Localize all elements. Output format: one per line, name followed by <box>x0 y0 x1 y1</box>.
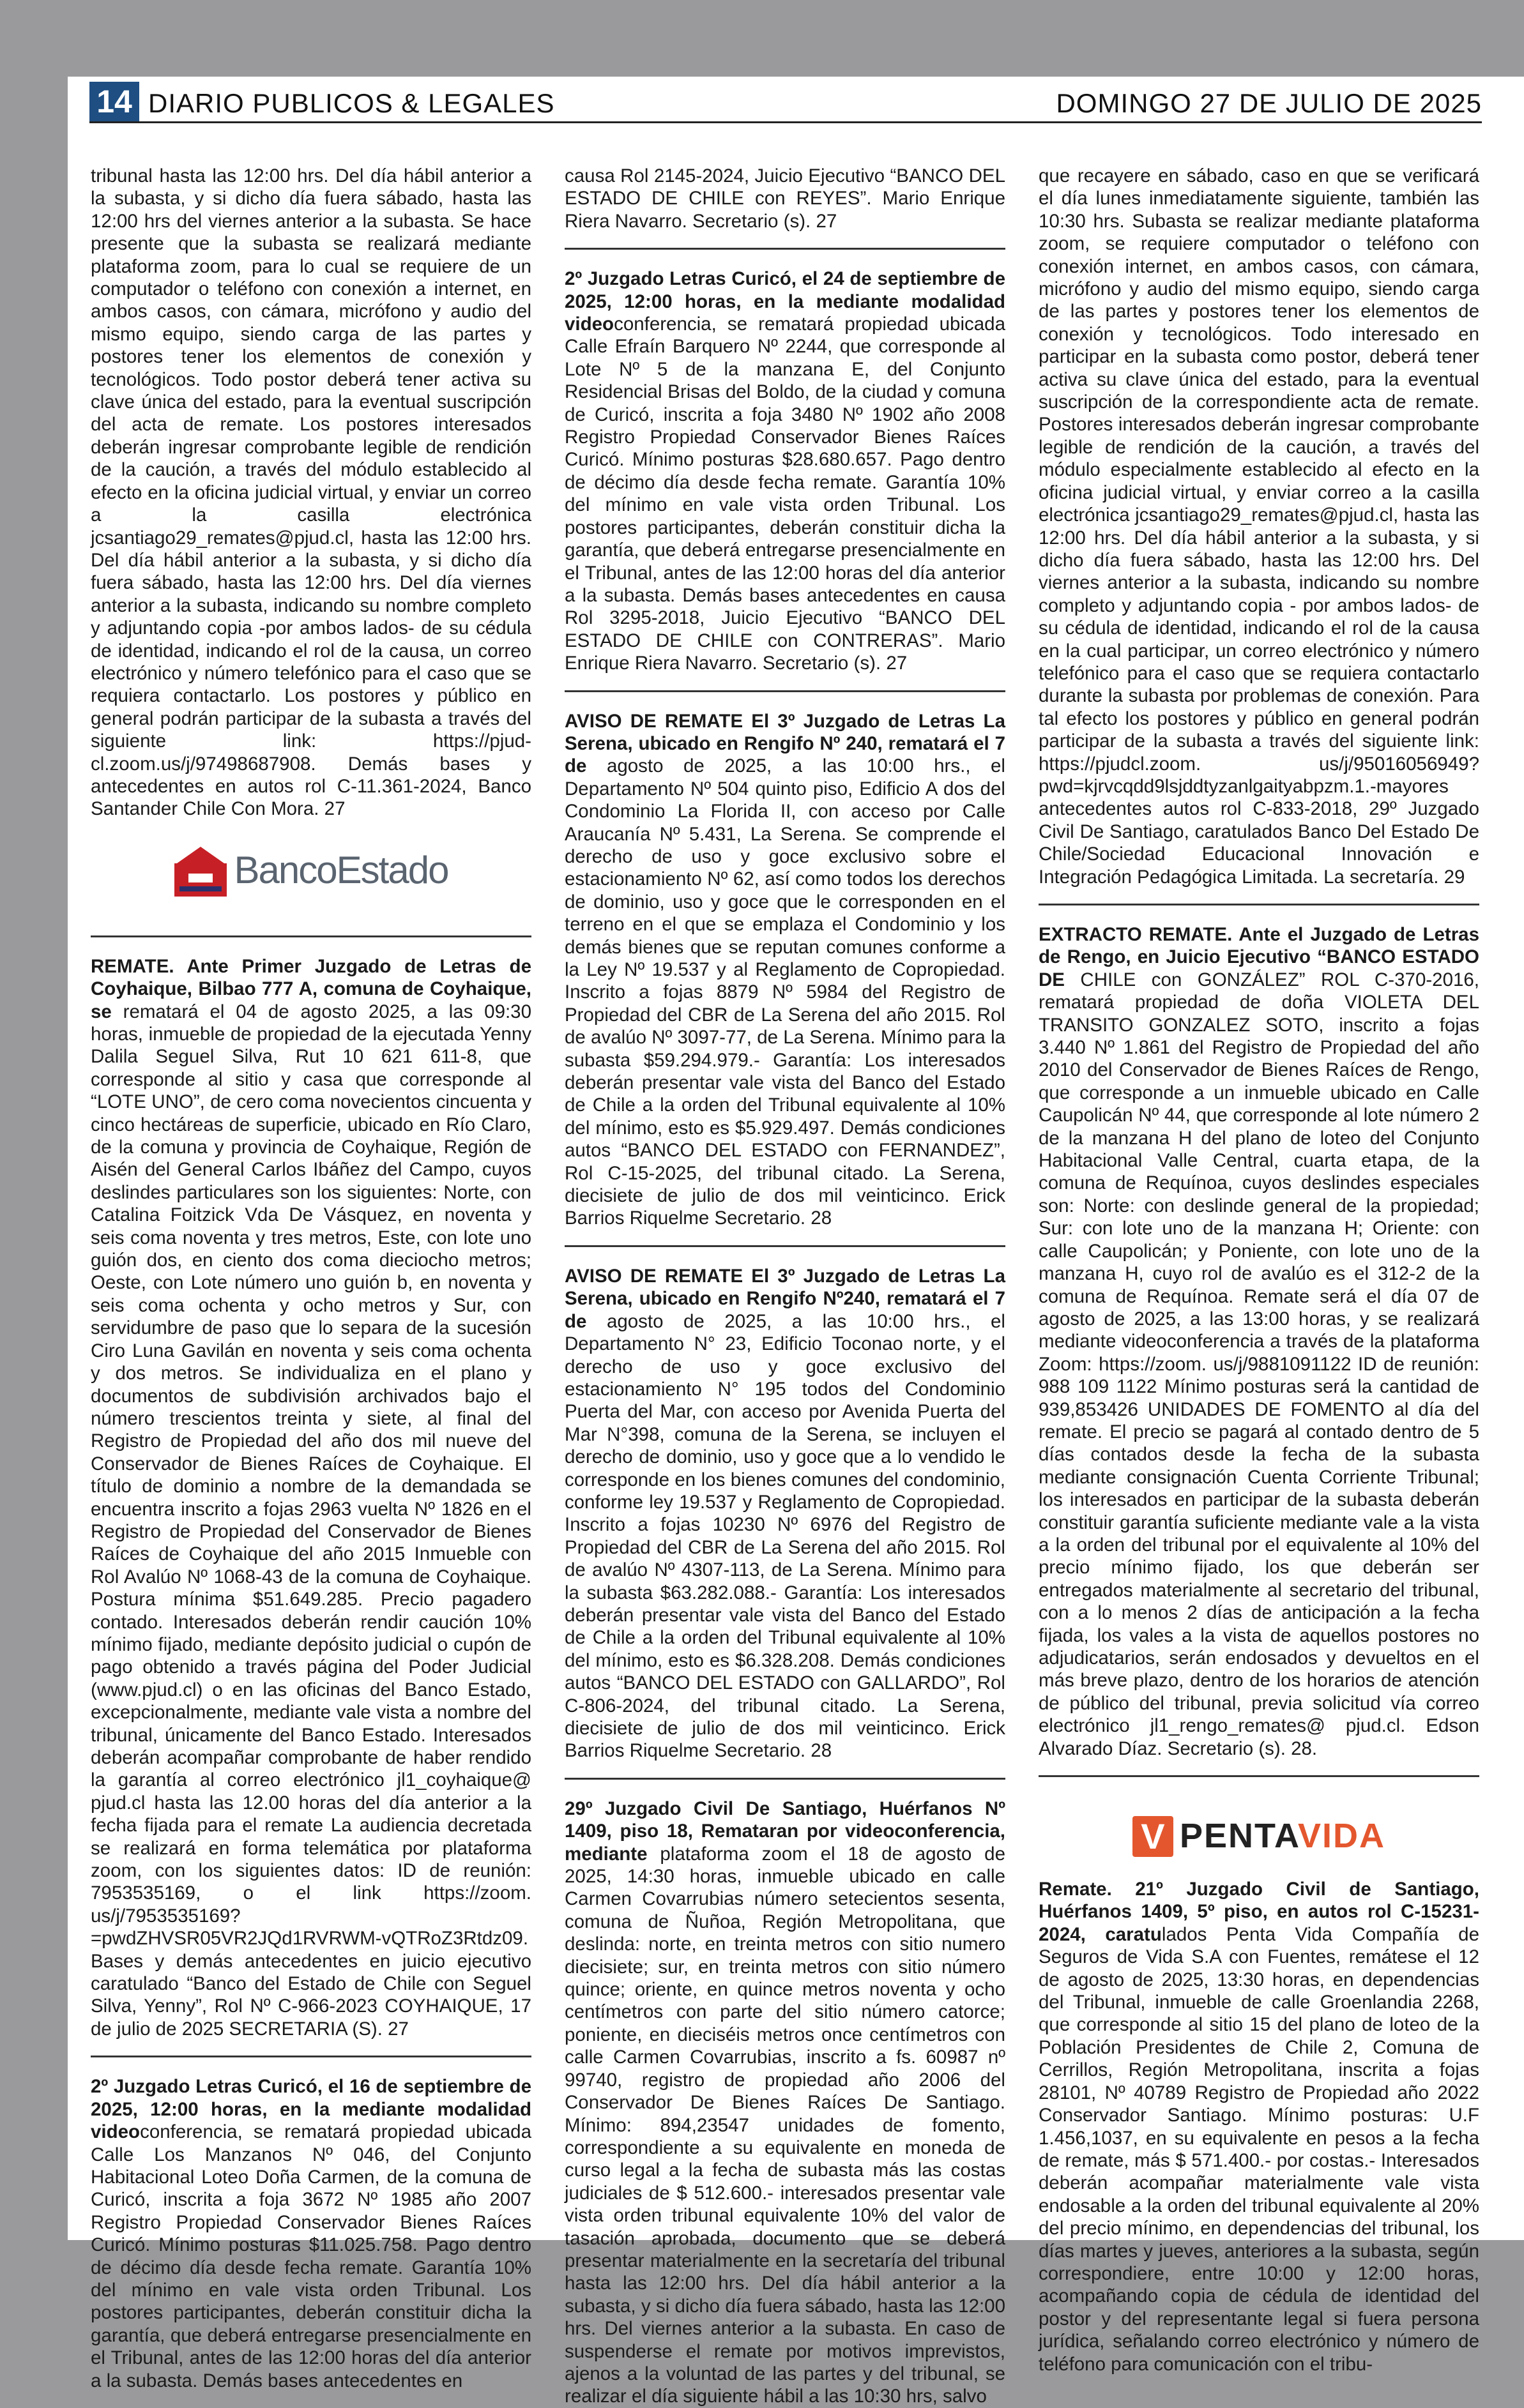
bancoestado-logo-icon <box>174 844 227 897</box>
legal-notice <box>91 165 531 821</box>
column-1 <box>91 165 531 2391</box>
notice-body: conferencia, se rematará propiedad ubicada Calle Efraín Barquero Nº 2244, que corresponde al Lote Nº 5 de la manzana E, del Conjunto Residencial Brisas del Boldo, de la ciudad y comuna de Curicó, inscrita a foja 3480 Nº 1902 año 2008 Registro Propiedad Conservador Bienes Raíces Curicó. Mínimo posturas $28.680.657. Pago dentro de décimo día desde fecha remate. Garantía 10% del mínimo en vale vista orden Tribunal. Los postores participantes, deberán constituir dicha la garantía, que deberá entregarse presencialmente en el Tribunal, antes de las 12:00 horas del día anterior a la subasta. Demás bases antecedentes en causa Rol 3295-2018, Juicio Ejecutivo “BANCO DEL ESTADO DE CHILE con CONTRERAS”. Mario Enrique Riera Navarro. Secretario (s). 27 <box>565 314 1005 674</box>
pentavida-logo-icon: V <box>1132 1816 1173 1857</box>
notice-body: conferencia, se rematará propiedad ubicada Calle Los Manzanos Nº 046, del Conjunto Habitacional Loteo Doña Carmen, de la comuna de Curicó, inscrita a foja 3672 Nº 1985 año 2007 Registro Propiedad Conservador Bienes Raíces Curicó. Mínimo posturas $11.025.758. Pago dentro de décimo día desde fecha remate. Garantía 10% del mínimo en vale vista orden Tribunal. Los postores participantes, deberán constituir dicha la garantía, que deberá entregarse presencialmente en el Tribunal, antes de las 12:00 horas del día anterior a la subasta. Demás bases antecedentes en <box>91 2121 531 2391</box>
divider <box>1039 904 1479 905</box>
column-2 <box>565 165 1005 2407</box>
divider <box>565 248 1005 250</box>
legal-notice <box>565 165 1005 232</box>
notice-heading: AVISO DE REMATE El 3º Juzgado de Letras La Serena, ubicado en Rengifo Nº 240, rematará el 7 de <box>565 710 1005 777</box>
notice-body: lados Penta Vida Compañía de Seguros de Vida S.A con Fuentes, remátese el 12 de agosto de 2025, 13:30 horas, en dependencias del Tribunal, inmueble de calle Groenlandia 2268, que corresponde al sitio 15 del plano de loteo de la Población Presidentes de Chile 2, Comuna de Cerrillos, Región Metropolitana, inscrita a fojas 28101, Nº 40789 Registro de Propiedad año 2022 Conservador Santiago. Mínimo posturas: U.F 1.456,1037, en su equivalente en pesos a la fecha de remate, más $ 571.400.- por costas.- Interesados deberán acompañar materialmente vale vista endosable a la orden del tribunal equivalente al 20% del precio mínimo, en dependencias del tribunal, los días martes y jueves, anteriores a la subasta, según correspondiere, entre 10:00 y 12:00 horas, acompañando copia de cédula de identidad del postor y del representante legal si fuera persona jurídica, señalando correo electrónico y número de teléfono para comunicación con el tribu- <box>1039 1923 1479 2375</box>
legal-notice <box>1039 1878 1479 2375</box>
notice-heading: 29º Juzgado Civil De Santiago, Huérfanos Nº 1409, piso 18, Remataran por videoconferencia, mediante <box>565 1798 1005 1865</box>
notice-heading: 2º Juzgado Letras Curicó, el 24 de septiembre de 2025, 12:00 horas, en la mediante modalidad video <box>565 268 1005 335</box>
column-3 <box>1039 165 1479 2375</box>
notice-heading: EXTRACTO REMATE. Ante el Juzgado de Letras de Rengo, en Juicio Ejecutivo “BANCO ESTADO DE <box>1039 924 1479 990</box>
notice-body: tribunal hasta las 12:00 hrs. Del día hábil anterior a la subasta, y si dicho día fuera sábado, hasta las 12:00 hrs del viernes anterior a la subasta. Se hace presente que la subasta se realizará mediante plataforma zoom, para lo cual se requiere de un computador o teléfono con conexión a internet, en ambos casos, con cámara, micrófono y audio del mismo equipo, siendo carga de las partes y postores tener los elementos de conexión y tecnológicos. Todo postor deberá tener activa su clave única del estado, para la eventual suscripción del acta de remate. Los postores interesados deberán ingresar comprobante legible de rendición de la caución, a través del módulo establecido al efecto en la oficina judicial virtual, y enviar un correo a la casilla electrónica jcsantiago29_remates@pjud.cl, hasta las 12:00 hrs. Del día hábil anterior a la subasta, y si dicho día fuera sábado, hasta las 12:00 hrs. Del día viernes anterior a la subasta, indicando su nombre completo y adjuntando copia -por ambos lados- de su cédula de identidad, indicando el rol de la causa, un correo electrónico y número telefónico para el caso que se requiera contactarlo. Los postores y público en general podrán participar de la subasta a través del siguiente link: https://pjud-cl.zoom.us/j/97498687908. Demás bases y antecedentes en autos rol C-11.361-2024, Banco Santander Chile Con Mora. 27 <box>91 165 531 820</box>
legal-notice <box>1039 923 1479 1760</box>
publication-name: DIARIO PUBLICOS & LEGALES <box>148 88 555 118</box>
notice-heading: AVISO DE REMATE El 3º Juzgado de Letras La Serena, ubicado en Rengifo Nº240, rematará el 7 de <box>565 1265 1005 1332</box>
notice-heading: REMATE. Ante Primer Juzgado de Letras de Coyhaique, Bilbao 777 A, comuna de Coyhaique, se <box>91 955 531 1022</box>
divider <box>565 1245 1005 1247</box>
legal-notice <box>91 955 531 2041</box>
divider <box>1039 1775 1479 1777</box>
bancoestado-ad <box>91 821 531 920</box>
legal-notice <box>1039 165 1479 888</box>
notice-body: rematará el 04 de agosto 2025, a las 09:30 horas, inmueble de propiedad de la ejecutada Yenny Dalila Seguel Silva, Rut 10 621 611-8, que corresponde al sitio y casa que corresponde al “LOTE UNO”, de cero coma novecientos cincuenta y cinco hectáreas de superficie, ubicado en Río Claro, de la comuna y provincia de Coyhaique, Región de Aisén del General Carlos Ibáñez del Campo, cuyos deslindes particulares son los siguientes: Norte, con Catalina Foitzick Vda De Vásquez, en noventa y seis coma noventa y tres metros, Este, con lote uno guión dos, en ciento dos coma dieciocho metros; Oeste, con Lote número uno guión b, en noventa y seis coma ochenta y ocho metros y Sur, con servidumbre de paso que lo separa de la sucesión Ciro Luna Gavilán en noventa y seis coma ochenta y dos metros. Se individualiza en el plano y documentos de subdivisión archivados bajo el número trescientos treinta y siete, al final del Registro de Propiedad del año dos mil nueve del Conservador de Bienes Raíces de Coyhaique. El título de dominio a nombre de la demandada se encuentra inscrito a fojas 2963 vuelta Nº 1826 en el Registro de Propiedad del Conservador de Bienes Raíces de Coyhaique del año 2015 Inmueble con Rol Avalúo Nº 1068-43 de la comuna de Coyhaique. Postura mínima $51.649.285. Precio pagadero contado. Interesados deberán rendir caución 10% mínimo fijado, mediante depósito judicial o cupón de pago obtenido a través página del Poder Judicial (www.pjud.cl) o en las oficinas del Banco Estado, excepcionalmente, mediante vale vista a nombre del tribunal, únicamente del Banco Estado. Interesados deberán acompañar comprobante de haber rendido la garantía al correo electrónico jl1_coyhaique@ pjud.cl hasta las 12.00 horas del día anterior a la fecha fijada para el remate La audiencia decretada se realizará en forma telemática por plataforma zoom, con los siguientes datos: ID de reunión: 7953535169, o el link https://zoom. us/j/7953535169?=pwdZHVSR05VR2JQd1RVRWM-vQTRoZ3Rtdz09. Bases y demás antecedentes en juicio ejecutivo caratulado “Banco del Estado de Chile con Seguel Silva, Yenny”, Rol Nº C-966-2023 COYHAIQUE, 17 de julio de 2025 SECRETARIA (S). 27 <box>91 1001 531 2040</box>
notice-heading: Remate. 21º Juzgado Civil de Santiago, Huérfanos 1409, 5º piso, en autos rol C-15231-2024, caratu <box>1039 1879 1479 1945</box>
notice-body: plataforma zoom el 18 de agosto de 2025, 14:30 horas, inmueble ubicado en calle Carmen Covarrubias número setecientos sesenta, comuna de Ñuñoa, Región Metropolitana, que deslinda: norte, en treinta metros con sitio numero diecisiete; sur, en treinta metros con sitio número quince; oriente, en quince metros noventa y ocho centímetros con parte del sitio número catorce; poniente, en dieciséis metros once centímetros con calle Carmen Covarrubias, inscrito a fs. 60987 nº 99740, registro de propiedad año 2006 del Conservador De Bienes Raíces De Santiago. Mínimo: 894,23547 unidades de fomento, correspondiente a su equivalente en moneda de curso legal a la fecha de subasta más las costas judiciales de $ 512.600.- interesados presentar vale vista orden tribunal equivalente 10% del valor de tasación aprobada, documento que se deberá presentar materialmente en la secretaría del tribunal hasta las 12:00 hrs. Del día hábil anterior a la subasta, y si dicho día fuera sábado, hasta las 12:00 hrs. Del viernes anterior a la subasta. En caso de suspenderse el remate por motivos imprevistos, ajenos a la voluntad de las partes y del tribunal, se realizar el día siguiente hábil a las 10:30 hrs, salvo <box>565 1843 1005 2407</box>
pentavida-ad <box>1039 1795 1479 1878</box>
legal-notice <box>91 2075 531 2392</box>
notice-body: causa Rol 2145-2024, Juicio Ejecutivo “BANCO DEL ESTADO DE CHILE con REYES”. Mario Enrique Riera Navarro. Secretario (s). 27 <box>565 165 1005 232</box>
legal-notice <box>565 1265 1005 1762</box>
issue-date: DOMINGO 27 DE JULIO DE 2025 <box>1056 88 1482 118</box>
divider <box>565 1778 1005 1780</box>
page-number: 14 <box>89 82 139 121</box>
notice-body: agosto de 2025, a las 10:00 hrs., el Departamento Nº 504 quinto piso, Edificio A dos del Condominio La Florida II, con acceso por Calle Araucanía Nº 5.431, La Serena. Se comprende el derecho de uso y goce exclusivo sobre el estacionamiento Nº 62, así como todos los derechos de dominio, uso y goce que le corresponden en el terreno en el que se emplaza el Condominio y los demás bienes que se reputan comunes conforme a la Ley Nº 19.537 y al Reglamento de Copropiedad. Inscrito a fojas 8879 Nº 5984 del Registro de Propiedad del CBR de La Serena del año 2015. Rol de avalúo Nº 3097-77, de La Serena. Mínimo para la subasta $59.294.979.- Garantía: Los interesados deberán presentar vale vista del Banco del Estado de Chile a la orden del Tribunal equivalente al 10% del mínimo, esto es $5.929.497. Demás condiciones autos “BANCO DEL ESTADO con FERNANDEZ”, Rol C-15-2025, del tribunal citado. La Serena, diecisiete de julio de dos mil veinticinco. Erick Barrios Riquelme Secretario. 28 <box>565 755 1005 1229</box>
page-header <box>89 82 1482 123</box>
legal-notice <box>565 268 1005 674</box>
notice-body: agosto de 2025, a las 10:00 hrs., el Departamento N° 23, Edificio Toconao norte, y el derecho de uso y goce exclusivo del estacionamiento N° 195 todos del Condominio Puerta del Mar, con acceso por Avenida Puerta del Mar N°398, comuna de la Serena, se incluyen el derecho de dominio, uso y goce que a lo vendido le corresponde en los bienes comunes del condominio, conforme ley 19.537 y Reglamento de Copropiedad. Inscrito a fojas 10230 Nº 6976 del Registro de Propiedad del CBR de La Serena del año 2015. Rol de avalúo Nº 4307-113, de La Serena. Mínimo para la subasta $63.282.088.- Garantía: Los interesados deberán presentar vale vista del Banco del Estado de Chile a la orden del Tribunal equivalente al 10% del mínimo, esto es $6.328.208. Demás condiciones autos “BANCO DEL ESTADO con GALLARDO”, Rol C-806-2024, del tribunal citado. La Serena, diecisiete de julio de dos mil veinticinco. Erick Barrios Riquelme Secretario. 28 <box>565 1310 1005 1762</box>
notice-heading: 2º Juzgado Letras Curicó, el 16 de septiembre de 2025, 12:00 horas, en la mediante modalidad video <box>91 2076 531 2143</box>
pentavida-wordmark: PENTAVIDA <box>1179 1817 1385 1856</box>
legal-notice <box>565 710 1005 1230</box>
divider <box>565 690 1005 692</box>
legal-notice <box>565 1798 1005 2408</box>
divider <box>91 935 531 937</box>
notice-body: CHILE con GONZÁLEZ” ROL C-370-2016, rematará propiedad de doña VIOLETA DEL TRANSITO GONZALEZ SOTO, inscrito a fojas 3.440 Nº 1.861 del Registro de Propiedad del año 2010 del Conservador de Bienes Raíces de Rengo, que corresponde a un inmueble ubicado en Calle Caupolicán Nº 44, que corresponde al lote número 2 de la manzana H del plano de loteo del Conjunto Habitacional Valle Central, cuarta etapa, de la comuna de Requínoa, cuyos deslindes especiales son: Norte: con deslinde general de la propiedad; Sur: con lote uno de la manzana H; Oriente: con calle Caupolicán; y Poniente, con lote uno de la manzana H, cuyo rol de avalúo es el 312-2 de la comuna de Requínoa. Remate será el día 07 de agosto de 2025, a las 13:00 horas, y se realizará mediante videoconferencia a través de la plataforma Zoom: https://zoom. us/j/9881091122 ID de reunión: 988 109 1122 Mínimo posturas será la cantidad de 939,853426 UNIDADES DE FOMENTO al día del remate. El precio se pagará al contado dentro de 5 días contados desde la fecha de la subasta mediante consignación Cuenta Corriente Tribunal; los interesados en participar de la subasta deberán constituir garantía suficiente mediante vale a la vista a la orden del tribunal por el equivalente al 10% del precio mínimo fijado, los que deberán ser entregados materialmente al secretario del tribunal, con a lo menos 2 días de anticipación a la fecha fijada, los vales a la vista de aquellos postores no adjudicatarios, serán endosados y devueltos en el más breve plazo, dentro de los horarios de atención de público del tribunal, previa solicitud vía correo electrónico jl1_rengo_remates@ pjud.cl. Edson Alvarado Díaz. Secretario (s). 28. <box>1039 969 1479 1759</box>
divider <box>91 2056 531 2057</box>
bancoestado-wordmark: BancoEstado <box>234 849 448 892</box>
notice-body: que recayere en sábado, caso en que se verificará el día lunes inmediatamente siguiente, también las 10:30 hrs. Subasta se realizar mediante plataforma zoom, se requiere computador o teléfono con conexión internet, en ambos casos, con cámara, micrófono y audio del mismo equipo, siendo carga de las partes y postores tener los elementos de conexión y tecnológicos. Todo interesado en participar en la subasta como postor, deberá tener activa su clave única del estado, para la eventual suscripción de la correspondiente acta de remate. Postores interesados deberán ingresar comprobante legible de rendición de la caución, a través del módulo especialmente establecido al efecto en la oficina judicial virtual, y enviar correo a la casilla electrónica jcsantiago29_remates@pjud.cl, hasta las 12:00 hrs. Del día hábil anterior a la subasta, y si dicho día fuera sábado, hasta las 12:00 hrs. Del viernes anterior a la subasta, indicando su nombre completo y adjuntando copia - por ambos lados- de su cédula de identidad, indicando el rol de la causa en la cual participar, un correo electrónico y número telefónico para el caso que se requiera contactarlo durante la subasta por problemas de conexión. Para tal efecto los postores y público en general podrán participar de la subasta a través del siguiente link: https://pjudcl.zoom. us/j/95016056949?pwd=kjrvcqdd9lsjddtyzanlgaityabpzm.1.-mayores antecedentes autos rol C-833-2018, 29º Juzgado Civil De Santiago, caratulados Banco Del Estado De Chile/Sociedad Educacional Innovación e Integración Pedagógica Limitada. La secretaría. 29 <box>1039 165 1479 888</box>
